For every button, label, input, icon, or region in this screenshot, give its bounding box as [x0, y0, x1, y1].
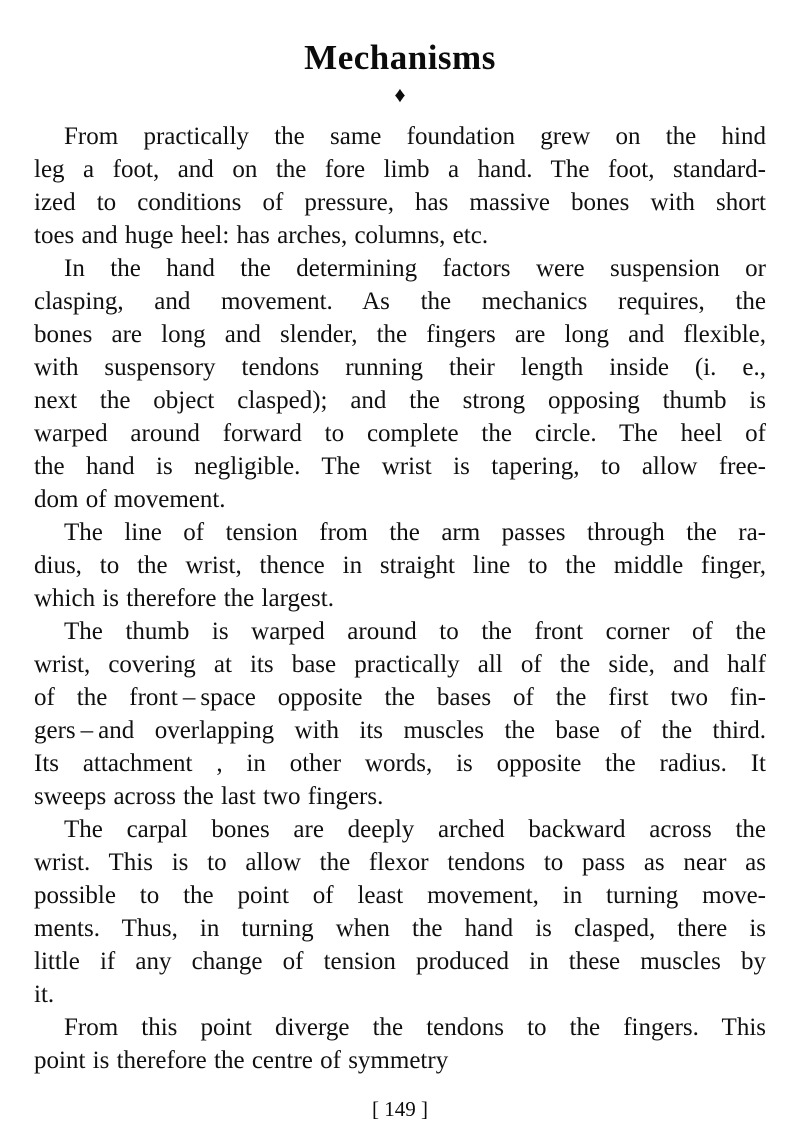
text-line: warped around forward to complete the circle. The heel of	[34, 420, 766, 447]
text-line: leg a foot, and on the fore limb a hand. The foot, standard-	[34, 156, 766, 183]
text-line: Its attachment , in other words, is opposite the radius. It	[34, 750, 766, 777]
text-line: From practically the same foundation grew on the hind	[64, 123, 766, 150]
paragraph	[34, 615, 766, 813]
text-line: The thumb is warped around to the front corner of the	[64, 618, 766, 645]
text-line: the hand is negligible. The wrist is tapering, to allow free-	[34, 453, 766, 480]
text-line: dius, to the wrist, thence in straight line to the middle finger,	[34, 552, 766, 579]
diamond-ornament-icon: ♦	[394, 82, 406, 107]
text-line: bones are long and slender, the fingers are long and flexible,	[34, 321, 766, 348]
paragraph	[34, 1011, 766, 1077]
text-line: wrist. This is to allow the flexor tendons to pass as near as	[34, 849, 766, 876]
text-line: sweeps across the last two fingers.	[34, 783, 384, 810]
text-line: which is therefore the largest.	[34, 585, 334, 612]
text-line: with suspensory tendons running their length inside (i. e.,	[34, 354, 766, 381]
text-line: of the front – space opposite the bases of the first two fin-	[34, 684, 766, 711]
text-line: From this point diverge the tendons to the fingers. This	[64, 1014, 766, 1041]
paragraph	[34, 516, 766, 615]
text-line: wrist, covering at its base practically all of the side, and half	[34, 651, 766, 678]
text-line: In the hand the determining factors were suspension or	[64, 255, 766, 282]
text-line: gers – and overlapping with its muscles the base of the third.	[34, 717, 766, 744]
text-line: ments. Thus, in turning when the hand is clasped, there is	[34, 915, 766, 942]
paragraph	[34, 252, 766, 516]
text-line: The line of tension from the arm passes through the ra-	[64, 519, 766, 546]
text-line: point is therefore the centre of symmetry	[34, 1047, 449, 1074]
text-block	[0, 120, 800, 1077]
page-number: [ 149 ]	[372, 1097, 428, 1121]
text-line: next the object clasped); and the strong opposing thumb is	[34, 387, 766, 414]
text-line: possible to the point of least movement, in turning move-	[34, 882, 766, 909]
text-line: it.	[34, 981, 55, 1008]
paragraph	[34, 813, 766, 1011]
text-line: toes and huge heel: has arches, columns, etc.	[34, 222, 489, 249]
text-line: clasping, and movement. As the mechanics requires, the	[34, 288, 766, 315]
text-line: dom of movement.	[34, 486, 226, 513]
page-title: Mechanisms	[304, 38, 496, 77]
paragraph	[34, 120, 766, 252]
text-line: little if any change of tension produced in these muscles by	[34, 948, 766, 975]
text-line: The carpal bones are deeply arched backward across the	[64, 816, 766, 843]
text-line: ized to conditions of pressure, has massive bones with short	[34, 189, 766, 216]
